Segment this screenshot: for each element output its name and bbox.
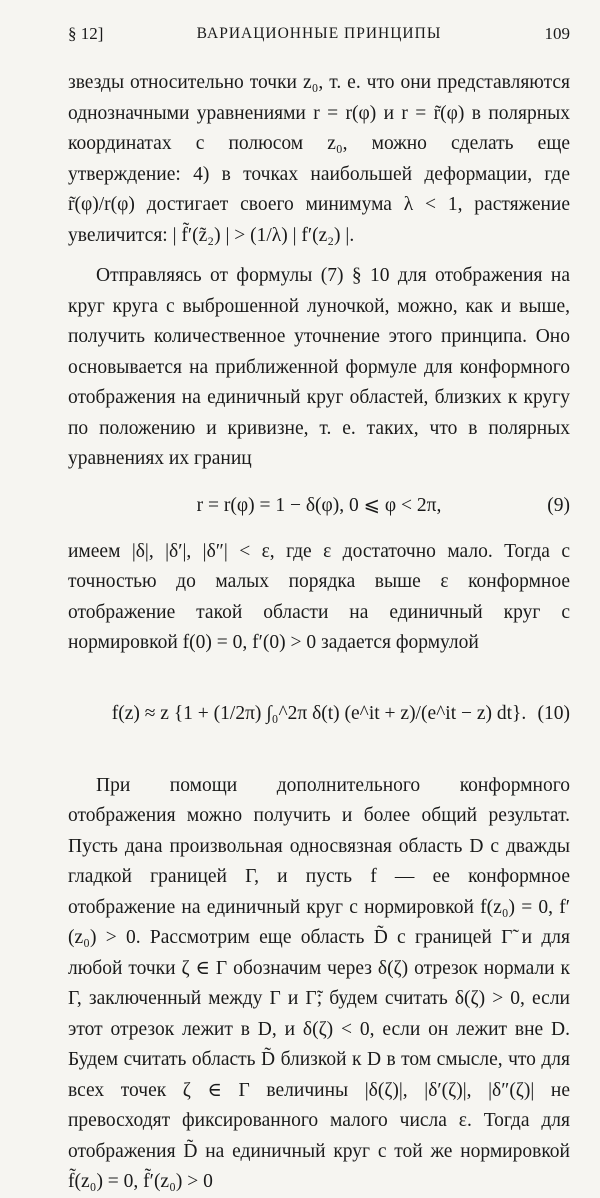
- formula-9: [68, 475, 570, 537]
- paragraph-1: звезды относительно точки z₀, т. е. что они представляются однозначными уравнениями r = r(φ) и r = r̃(φ) в полярных координатах с полюсом z₀, можно сделать еще утверждение: 4) в точках наибольшей деформации, где r̃(φ)/r(φ) достигает своего минимума λ < 1, растяжение увеличится: | f̃′(z̃₂) | > (1/λ) | f′(z₂) |.: [68, 72, 570, 246]
- page-body: [68, 68, 570, 1198]
- paragraph-4: При помощи дополнительного конформного отображения можно получить и более общий результат. Пусть дана произвольная односвязная область D с дважды гладкой границей Γ, и пусть f — ее конформное отображение на единичный круг с нормировкой f(z₀) = 0, f′(z₀) > 0. Рассмотрим еще область D̃ с границей Γ̃ и для любой точки ζ ∈ Γ обозначим через δ(ζ) отрезок нормали к Γ, заключенный между Γ и Γ̃; будем считать δ(ζ) > 0, если этот отрезок лежит в D, и δ(ζ) < 0, если он лежит вне D. Будем считать область D̃ близкой к D в том смысле, что для всех точек ζ ∈ Γ величины |δ(ζ)|, |δ′(ζ)|, |δ″(ζ)| не превосходят фиксированного малого числа ε. Тогда для отображения D̃ на единичный круг с той же нормировкой f̃(z₀) = 0, f̃′(z₀) > 0: [68, 774, 570, 1192]
- running-header: [68, 24, 570, 48]
- formula-9-body: r = r(φ) = 1 − δ(φ), 0 ⩽ φ < 2π,: [196, 494, 442, 516]
- page-number: 109: [544, 24, 570, 43]
- paragraph-2: Отправляясь от формулы (7) § 10 для отображения на круг круга с выброшенной луночкой, можно, как и выше, получить количественное уточнение этого принципа. Оно основывается на приближенной формуле для конформного отображения на единичный круг областей, близких к кругу по положению и кривизне, т. е. таких, что в полярных уравнениях их границ: [68, 265, 570, 469]
- formula-9-number: (9): [547, 494, 570, 516]
- section-ref: § 12]: [68, 24, 104, 43]
- formula-10-number: (10): [537, 702, 570, 724]
- running-title: ВАРИАЦИОННЫЕ ПРИНЦИПЫ: [196, 25, 442, 42]
- formula-10-body: f(z) ≈ z {1 + (1/2π) ∫₀^2π δ(t) (e^it + z)/(e^it − z) dt}.: [111, 702, 527, 724]
- formula-10: [68, 659, 570, 769]
- paragraph-3: имеем |δ|, |δ′|, |δ″| < ε, где ε достаточно мало. Тогда с точностью до малых порядка выше ε конформное отображение такой области на единичный круг с нормировкой f(0) = 0, f′(0) > 0 задается формулой: [68, 540, 570, 653]
